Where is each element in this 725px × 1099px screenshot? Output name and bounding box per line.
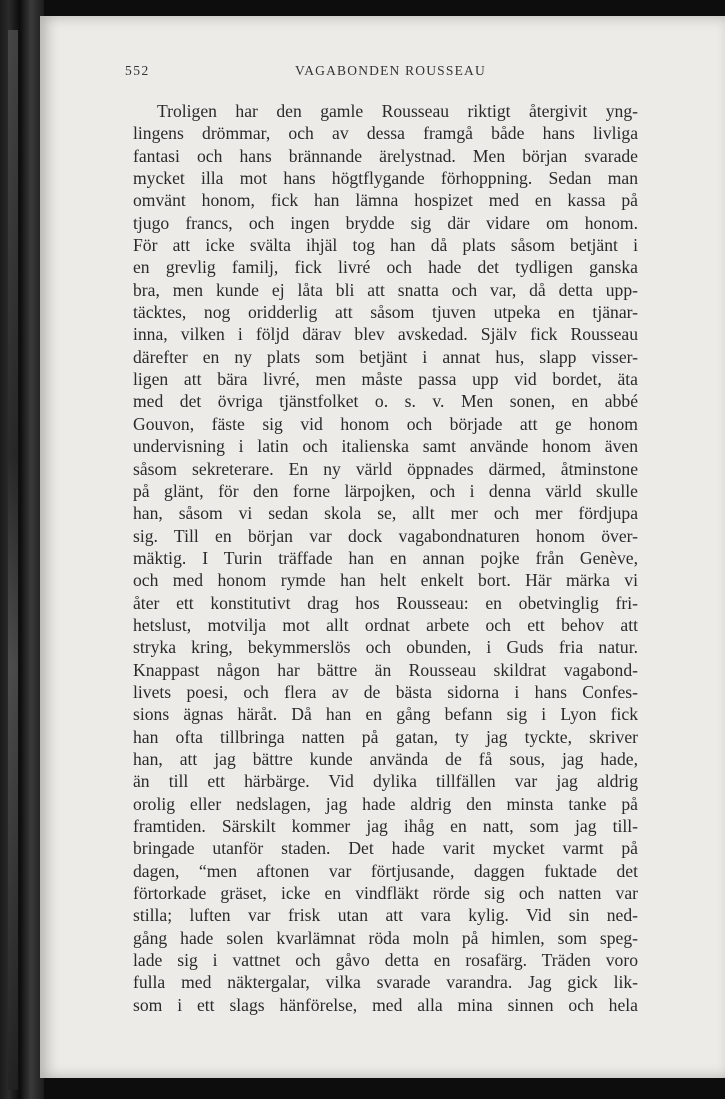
text-line: ligen att bära livré, men måste passa upp vid bordet, äta [133,369,638,390]
book-spine [0,0,44,1099]
text-line: dagen, “men aftonen var förtjusande, daggen fuktade det [133,860,638,881]
text-line: Troligen har den gamle Rousseau riktigt återgivit yng- [157,101,638,121]
text-line: bra, men kunde ej låta bli att snatta och var, då detta upp- [133,279,638,300]
text-line: Gouvon, fäste sig vid honom och började att ge honom [133,413,638,434]
text-line: fantasi och hans brännande ärelystnad. Men början svarade [133,145,638,166]
text-line: han ofta tillbringa natten på gatan, ty jag tyckte, skriver [133,726,638,747]
text-line: som i ett slags hänförelse, med alla mina sinnen och hela [133,994,638,1015]
page-number: 552 [125,63,150,78]
text-line: lade sig i vattnet och gåvo detta en rosafärg. Träden voro [133,950,638,971]
text-line: För att icke svälta ihjäl tog han då plats såsom betjänt i [133,235,638,256]
text-line: därefter en ny plats som betjänt i annat hus, slapp visser- [133,346,638,367]
text-line: täcktes, nog oridderlig att såsom tjuven utpeka en tjänar- [133,302,638,323]
text-line: mycket illa mot hans högtflygande förhoppning. Sedan man [133,168,638,189]
text-line: inna, vilken i följd därav blev avskedad. Själv fick Rousseau [133,324,638,345]
text-line: orolig eller nedslagen, jag hade aldrig den minsta tanke på [133,793,638,814]
text-line: mäktig. I Turin träffade han en annan pojke från Genève, [133,547,638,568]
text-line: lingens drömmar, och av dessa framgå både hans livliga [133,123,638,144]
text-line: han, att jag bättre kunde använda de få sous, jag hade, [133,748,638,769]
text-line: undervisning i latin och italienska samt använde honom även [133,436,638,457]
text-line: fulla med näktergalar, vilka svarade varandra. Jag gick lik- [133,972,638,993]
text-line: en grevlig familj, fick livré och hade det tydligen ganska [133,257,638,278]
text-line: framtiden. Särskilt kommer jag ihåg en natt, som jag till- [133,816,638,836]
text-line: omvänt honom, fick han lämna hospizet med en kassa på [133,190,638,211]
text-line: gång hade solen kvarlämnat röda moln på himlen, som speg- [133,927,638,948]
text-line: och med honom rymde han helt enkelt bort. Här märka vi [133,570,638,591]
text-line: än till ett härbärge. Vid dylika tillfällen var jag aldrig [133,771,638,792]
text-line: hetslust, motvilja mot allt ordnat arbete och ett behov att [133,614,638,635]
body-text [133,100,638,1015]
text-line: såsom sekreterare. En ny värld öppnades därmed, åtminstone [133,458,638,479]
running-title: VAGABONDEN ROUSSEAU [295,63,486,78]
text-line: tjugo francs, och ingen brydde sig där vidare om honom. [133,212,638,233]
text-line: förtorkade gräset, icke en vindfläkt rörde sig och natten var [133,883,638,904]
text-line: åter ett konstitutivt drag hos Rousseau: en obetvinglig fri- [133,592,638,613]
spine-shadow [8,30,18,1090]
text-line: bringade utanför staden. Det hade varit mycket varmt på [133,838,638,859]
text-line: livets poesi, och flera av de bästa sidorna i hans Confes- [133,681,638,702]
text-line: sig. Till en början var dock vagabondnaturen honom över- [133,525,638,546]
text-line: med det övriga tjänstfolket o. s. v. Men sonen, en abbé [133,391,638,412]
text-line: sions ägnas häråt. Då han en gång befann sig i Lyon fick [133,704,638,725]
text-line: stilla; luften var frisk utan att vara kylig. Vid sin ned- [133,905,638,926]
text-line: Knappast någon har bättre än Rousseau skildrat vagabond- [133,659,638,680]
text-line: stryka kring, bekymmerslös och obunden, i Guds fria natur. [133,637,638,658]
text-line: på glänt, för den forne lärpojken, och i denna värld skulle [133,480,638,501]
text-line: han, såsom vi sedan skola se, allt mer och mer fördjupa [133,503,638,524]
